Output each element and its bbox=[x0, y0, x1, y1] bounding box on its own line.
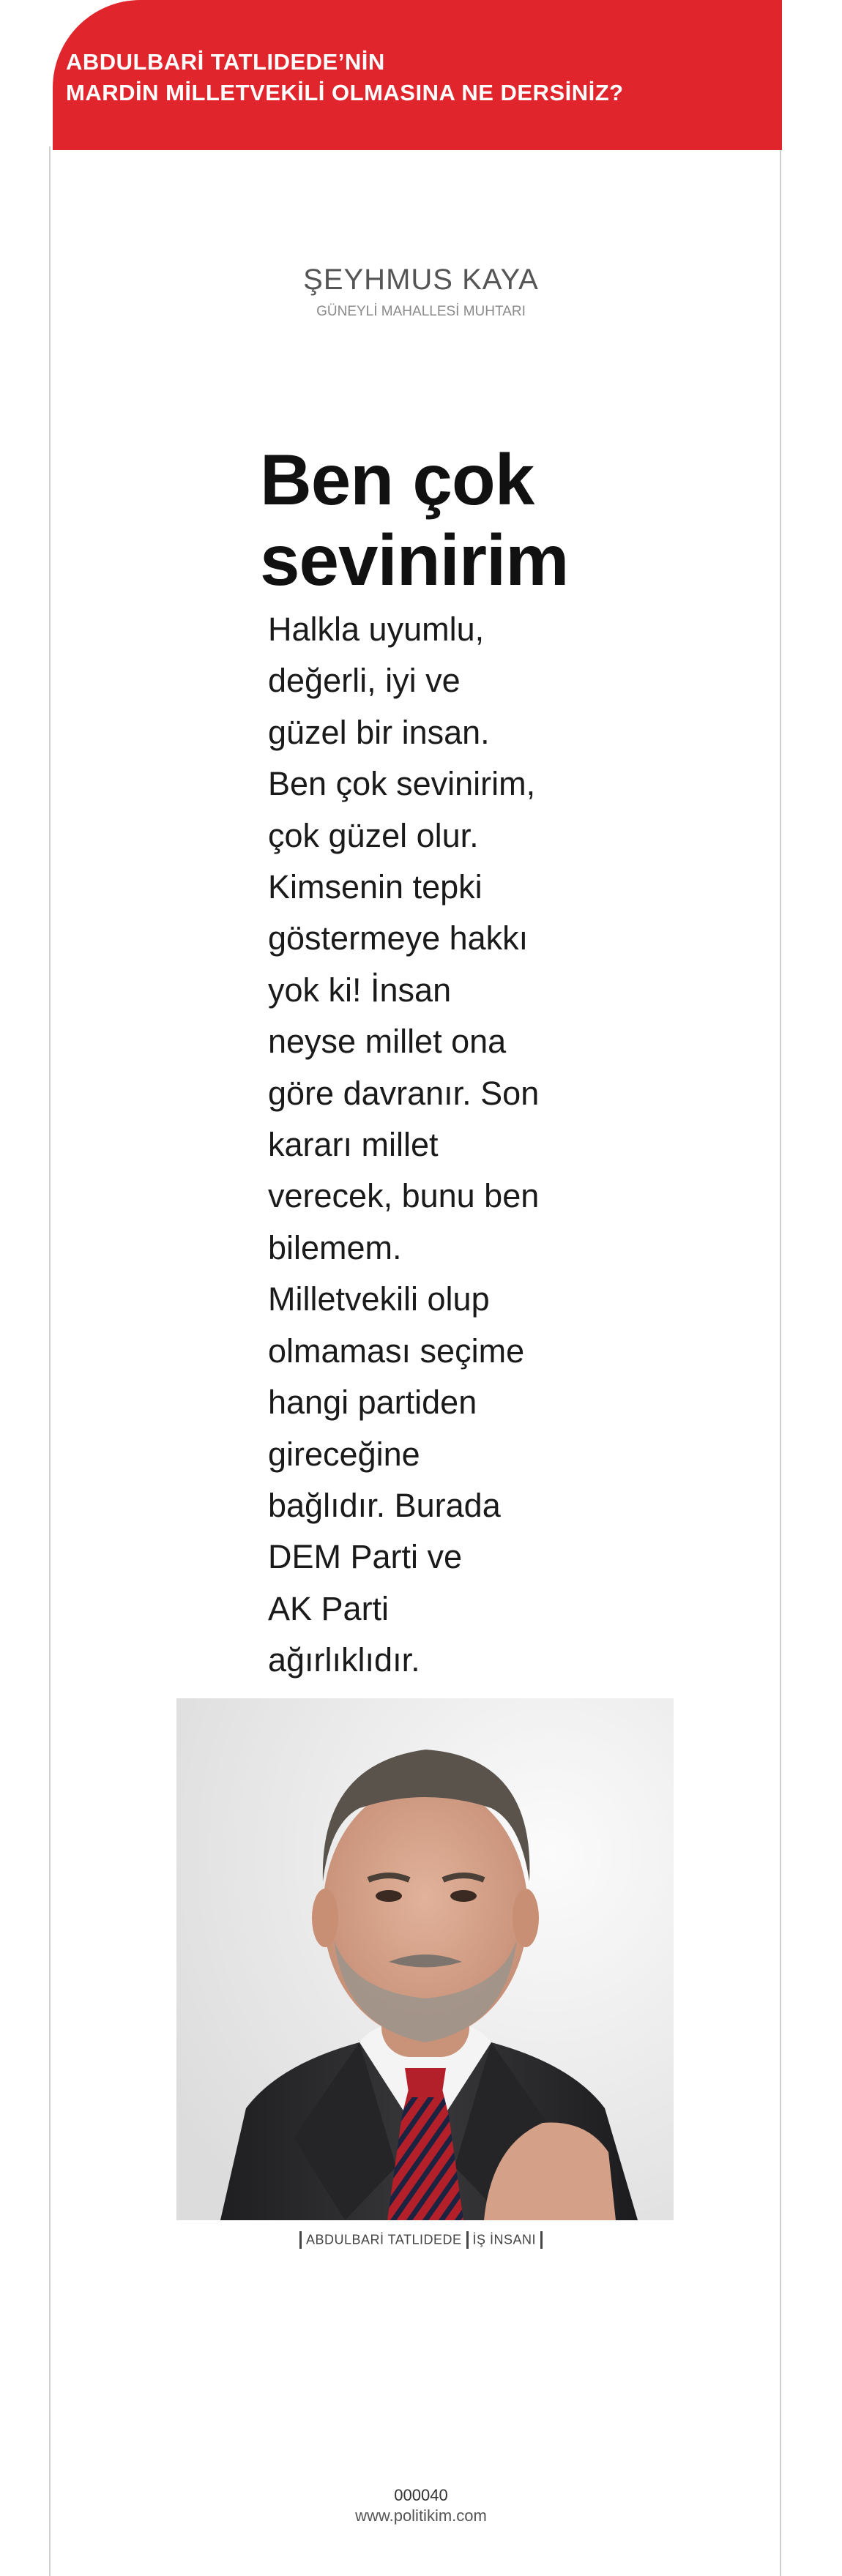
body-line: Halkla uyumlu, bbox=[268, 611, 485, 648]
body-line: verecek, bunu ben bbox=[268, 1177, 540, 1215]
headline-line-2: sevinirim bbox=[260, 520, 569, 600]
caption-name: ABDULBARİ TATLIDEDE bbox=[305, 2232, 462, 2247]
caption-divider bbox=[540, 2231, 543, 2249]
body-line: bağlıdır. Burada bbox=[268, 1486, 501, 1524]
body-line: hangi partiden bbox=[268, 1384, 477, 1422]
banner-line-1: ABDULBARİ TATLIDEDE’NİN bbox=[66, 49, 385, 75]
body-line: Milletvekili olup bbox=[268, 1280, 490, 1318]
portrait-photo bbox=[176, 1698, 674, 2220]
banner-question bbox=[66, 47, 624, 108]
body-line: Kimsenin tepki bbox=[268, 868, 483, 906]
photo-ear-right bbox=[513, 1889, 539, 1947]
headline bbox=[260, 439, 568, 600]
body-line: neyse millet ona bbox=[268, 1023, 507, 1061]
headline-line-1: Ben çok bbox=[260, 439, 534, 520]
body-line: değerli, iyi ve bbox=[268, 662, 461, 700]
body-line: DEM Parti ve bbox=[268, 1538, 463, 1576]
page-right-rule bbox=[780, 0, 781, 2576]
body-line: göre davranır. Son bbox=[268, 1074, 540, 1112]
caption-divider bbox=[299, 2231, 302, 2249]
photo-eye-right bbox=[450, 1890, 477, 1902]
body-line: göstermeye hakkı bbox=[268, 919, 529, 957]
caption-divider bbox=[466, 2231, 469, 2249]
quote-body bbox=[268, 604, 539, 1687]
page-code: 000040 bbox=[394, 2486, 448, 2504]
photo-caption bbox=[0, 2231, 842, 2249]
photo-tie-knot bbox=[405, 2068, 446, 2097]
caption-title: İŞ İNSANI bbox=[472, 2232, 537, 2247]
page-left-rule bbox=[49, 146, 51, 2576]
body-line: çok güzel olur. bbox=[268, 816, 479, 854]
body-line: bilemem. bbox=[268, 1228, 402, 1266]
banner-line-2: MARDİN MİLLETVEKİLİ OLMASINA NE DERSİNİZ? bbox=[66, 80, 624, 106]
site-url[interactable]: www.politikim.com bbox=[355, 2506, 487, 2525]
photo-ear-left bbox=[312, 1889, 338, 1947]
body-line: yok ki! İnsan bbox=[268, 971, 452, 1009]
body-line: ağırlıklıdır. bbox=[268, 1641, 420, 1679]
body-line: AK Parti bbox=[268, 1589, 390, 1627]
author-name: ŞEYHMUS KAYA bbox=[303, 264, 539, 296]
body-line: Ben çok sevinirim, bbox=[268, 765, 536, 803]
author-role: GÜNEYLİ MAHALLESİ MUHTARI bbox=[316, 304, 526, 319]
body-line: gireceğine bbox=[268, 1435, 420, 1473]
body-line: güzel bir insan. bbox=[268, 713, 490, 751]
body-line: kararı millet bbox=[268, 1126, 439, 1164]
photo-eye-left bbox=[376, 1890, 402, 1902]
body-line: olmaması seçime bbox=[268, 1332, 525, 1370]
